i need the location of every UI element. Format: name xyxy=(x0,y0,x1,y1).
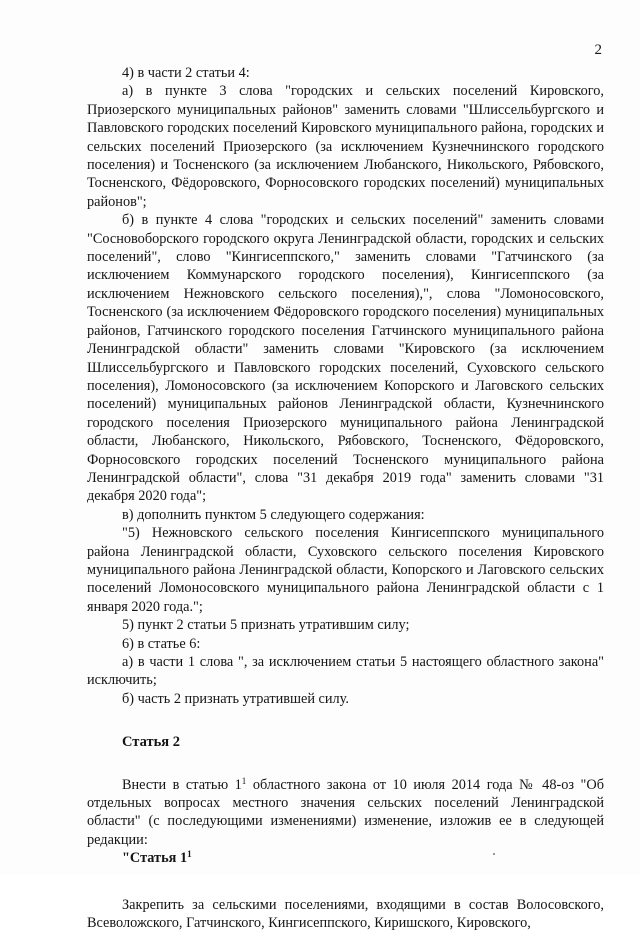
page-number: 2 xyxy=(594,42,602,58)
article-2-intro-superscript: 1 xyxy=(241,775,247,786)
quoted-article-title xyxy=(87,849,604,867)
document-body xyxy=(87,64,604,932)
article-2-intro-after: областного закона от 10 июля 2014 года № 48-оз "Об отдельных вопросах местного значения сельских поселений Ленинградской области" (с последующими изменениями) изменение, изложив ее в следующей редакции: xyxy=(87,776,604,848)
quoted-article-title-text: "Статья 1 xyxy=(122,850,188,867)
scan-speck xyxy=(493,853,495,855)
item-4c-quote: "5) Нежновского сельского поселения Кингисеппского муниципального района Ленинградской области, Суховского сельского поселения Кировского муниципального района Ленинградской области, Копорского и Лаговского сельских поселений Ломоносовского муниципального района Ленинградской области с 1 января 2020 года."; xyxy=(87,525,604,615)
item-6b-paragraph: б) часть 2 признать утратившей силу. xyxy=(122,690,349,707)
item-4b-paragraph: б) в пункте 4 слова "городских и сельских поселений" заменить словами "Сосновоборского городского округа Ленинградской области, городских и сельских поселений", слово "Кингисеппского," заменить словами "Гатчинского (за исключением Коммунарского городского поселения), Кингисеппского (за исключением Нежновского сельского поселения),", слова "Ломоносовского, Тосненского (за исключением Фёдоровского городского поселения) муниципальных районов, Гатчинского городского поселения Гатчинского муниципального района Ленинградской области" заменить словами "Кировского (за исключением Шлиссельбургского и Павловского городских поселений, Суховского сельского поселения), Ломоносовского (за исключением Копорского и Лаговского сельских поселений) муниципальных районов Ленинградской области, Кузнечнинского городского поселения Приозерского муниципального района Ленинградской области, Любанского, Никольского, Рябовского, Тосненского, Фёдоровского, Форносовского городских поселений Тосненского муниципального района Ленинградской области", слова "31 декабря 2019 года" заменить словами "31 декабря 2020 года"; xyxy=(87,212,604,505)
quoted-article-title-superscript: 1 xyxy=(187,849,192,860)
item-5-paragraph: 5) пункт 2 статьи 5 признать утратившим силу; xyxy=(122,617,410,634)
final-paragraph: Закрепить за сельскими поселениями, входящими в состав Волосовского, Всеволожского, Гатчинского, Кингисеппского, Киришского, Кировского, xyxy=(87,896,604,932)
item-6-heading: 6) в статье 6: xyxy=(122,635,201,652)
item-4a-paragraph: а) в пункте 3 слова "городских и сельских поселений Кировского, Приозерского муниципальных районов" заменить словами "Шлиссельбургского и Павловского городских поселений Кировского муниципального района, городских и сельских поселений Приозерского (за исключением Кузнечнинского городского поселения) и Тосненского (за исключением Любанского, Никольского, Рябовского, Тосненского, Фёдоровского, Форносовского городских поселений) муниципальных районов"; xyxy=(87,83,604,210)
article-2-intro xyxy=(87,776,604,850)
item-4-heading: 4) в части 2 статьи 4: xyxy=(122,65,250,81)
article-2-intro-before: Внести в статью 1 xyxy=(122,776,242,793)
item-6a-paragraph: а) в части 1 слова ", за исключением статьи 5 настоящего областного закона" исключить; xyxy=(87,654,604,689)
article-2-title: Статья 2 xyxy=(122,734,180,751)
item-4c-paragraph: в) дополнить пунктом 5 следующего содержания: xyxy=(122,506,425,523)
